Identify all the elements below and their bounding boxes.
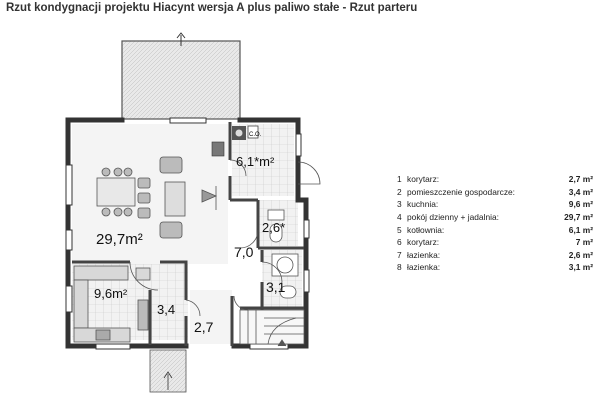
legend-num: 1: [397, 174, 402, 185]
legend-name: korytarz:: [407, 174, 440, 185]
co-label: C.O.: [249, 132, 262, 138]
legend-num: 4: [397, 212, 402, 223]
legend-row: [397, 249, 593, 262]
pantry-label: 3,4: [157, 302, 176, 317]
legend-row: [397, 186, 593, 199]
legend-name: pomieszczenie gospodarcze:: [407, 186, 516, 197]
staircase: [240, 310, 304, 346]
legend-area: 2,6 m²: [568, 249, 593, 260]
legend-name: łazienka:: [407, 249, 441, 260]
legend-row: [397, 198, 593, 211]
legend-area: 3,1 m²: [568, 262, 593, 273]
legend-row: [397, 236, 593, 249]
legend-area: 6,1 m²: [568, 224, 593, 235]
legend-name: pokój dzienny + jadalnia:: [407, 212, 499, 223]
terrace: [122, 33, 240, 119]
legend-area: 2,7 m²: [568, 174, 593, 185]
room-area-legend: [397, 173, 593, 274]
legend-num: 2: [397, 186, 402, 197]
entrance-steps: [150, 350, 186, 392]
legend-row: [397, 173, 593, 186]
legend-area: 29,7 m²: [564, 212, 593, 223]
bathroom-label: 3,1: [266, 279, 286, 295]
legend-row: [397, 211, 593, 224]
legend-num: 8: [397, 262, 402, 273]
legend-name: kotłownia:: [407, 224, 445, 235]
legend-num: 7: [397, 249, 402, 260]
legend-row: [397, 261, 593, 274]
legend-num: 5: [397, 224, 402, 235]
legend-num: 3: [397, 199, 402, 210]
living-room-label: 29,7m²: [96, 231, 143, 248]
legend-area: 3,4 m²: [568, 186, 593, 197]
kitchen-label: 9,6m²: [94, 286, 128, 301]
legend-row: [397, 223, 593, 236]
legend-name: korytarz:: [407, 237, 440, 248]
boiler-room-label: 6,1*m²: [236, 154, 275, 169]
legend-area: 7 m²: [575, 237, 593, 248]
plan-title: Rzut kondygnacji projektu Hiacynt wersja A plus paliwo stałe - Rzut parteru: [6, 2, 418, 14]
legend-num: 6: [397, 237, 402, 248]
legend-name: łazienka:: [407, 262, 441, 273]
bathroom-small-label: 2,6*: [262, 220, 286, 235]
legend-name: kuchnia:: [407, 199, 439, 210]
entry-floor: [190, 290, 232, 344]
legend-area: 9,6 m²: [568, 199, 593, 210]
entry-label: 2,7: [194, 319, 214, 335]
hallway-label: 7,0: [234, 244, 254, 260]
